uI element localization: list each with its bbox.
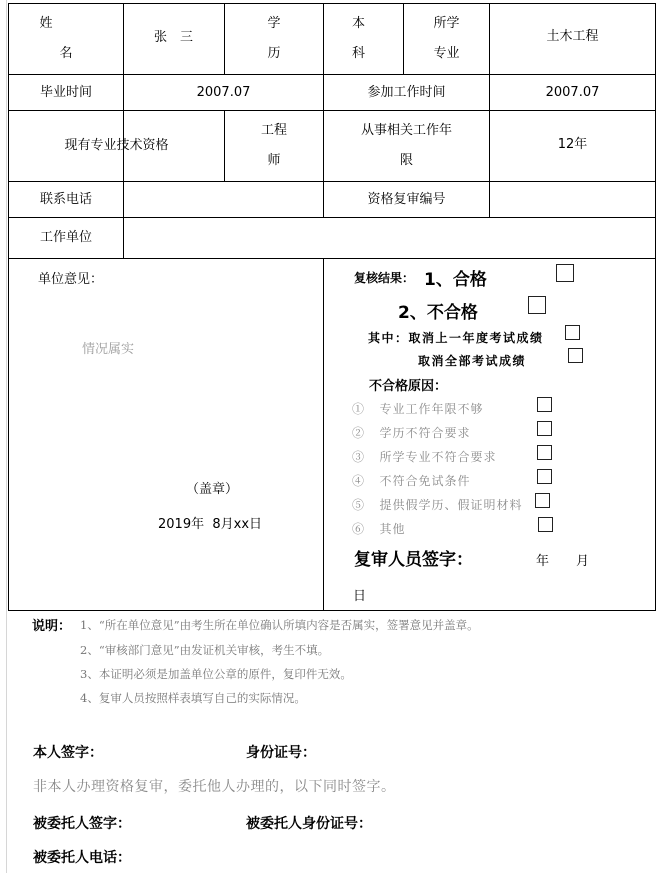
note-item-2: 2、“审核部门意见”由发证机关审核，考生不填。: [80, 643, 330, 657]
reason-text: 所学专业不符合要求: [379, 450, 497, 464]
reason-checkbox-4[interactable]: [537, 469, 552, 484]
work-start-value: 2007.07: [545, 84, 600, 100]
years-label-cell: [324, 111, 489, 181]
unit-opinion-label: 单位意见：: [38, 272, 104, 287]
reviewer-signature-label: 复审人员签字：: [354, 550, 473, 570]
years-label-1: 从事相关工作年: [360, 123, 452, 139]
reason-checkbox-3[interactable]: [537, 445, 552, 460]
table-border-right: [655, 3, 656, 611]
page-margin-line: [6, 0, 7, 873]
table-border-bottom: [8, 610, 656, 611]
name-value: 张 三: [153, 30, 193, 46]
cancel-last-year-checkbox[interactable]: [565, 325, 580, 340]
delegate-phone-label: 被委托人电话：: [33, 850, 131, 866]
reason-number: ⑤: [352, 498, 366, 512]
qualification-value-1: 工程: [260, 123, 287, 139]
reason-number: ⑥: [352, 522, 366, 536]
row-divider: [8, 258, 656, 259]
grad-label-cell: [9, 75, 123, 110]
self-signature-label: 本人签字：: [33, 745, 103, 761]
reason-text: 专业工作年限不够: [379, 402, 484, 416]
cancel-last-year-label: 其中：取消上一年度考试成绩: [368, 331, 544, 345]
reason-text: 不符合免试条件: [379, 474, 471, 488]
reason-item-3: [352, 448, 496, 465]
notes-label: 说明：: [32, 619, 72, 634]
pass-checkbox[interactable]: [556, 264, 574, 282]
employer-label-cell: [9, 218, 123, 258]
work-start-label-cell: [324, 75, 489, 110]
reason-item-1: [352, 400, 483, 417]
grad-value: 2007.07: [196, 84, 251, 100]
major-value-cell[interactable]: [490, 4, 655, 74]
fail-reasons-label: 不合格原因：: [369, 379, 448, 394]
name-value-cell[interactable]: [124, 4, 224, 74]
cancel-all-label: 取消全部考试成绩: [418, 354, 527, 368]
reason-text: 学历不符合要求: [379, 426, 471, 440]
unit-opinion-date: 2019年 8月xx日: [158, 517, 263, 532]
qualification-label-cell: [9, 111, 224, 181]
note-item-3: 3、本证明必须是加盖单位公章的原件，复印件无效。: [80, 667, 352, 681]
reason-number: ①: [352, 402, 366, 416]
education-value-2: 科: [351, 46, 365, 61]
reason-item-6: [352, 520, 405, 537]
col-divider: [323, 258, 324, 610]
education-label-cell: [225, 4, 323, 74]
major-label-1: 所学: [433, 16, 460, 32]
reason-checkbox-2[interactable]: [537, 421, 552, 436]
reason-checkbox-6[interactable]: [538, 517, 553, 532]
fail-checkbox[interactable]: [528, 296, 546, 314]
delegate-id-label: 被委托人身份证号：: [246, 816, 372, 832]
grad-value-cell[interactable]: [124, 75, 323, 110]
reason-item-2: [352, 424, 470, 441]
reason-item-4: [352, 472, 470, 489]
review-no-label-cell: [324, 182, 489, 217]
signature-month: 月: [576, 554, 590, 569]
name-label-cell: [9, 4, 123, 74]
qualification-value-2: 师: [267, 153, 281, 168]
reason-checkbox-1[interactable]: [537, 397, 552, 412]
review-result-label: 复核结果：: [354, 271, 415, 285]
phone-value-cell[interactable]: [124, 182, 323, 217]
reason-checkbox-5[interactable]: [535, 493, 550, 508]
note-item-1: 1、“所在单位意见”由考生所在单位确认所填内容是否属实，签署意见并盖章。: [80, 618, 479, 632]
grad-label: 毕业时间: [39, 84, 92, 100]
id-number-label: 身份证号：: [246, 745, 316, 761]
education-label-2: 历: [267, 46, 281, 61]
review-no-value-cell[interactable]: [490, 182, 655, 217]
reason-text: 提供假学历、假证明材料: [379, 498, 523, 512]
education-label-1: 学: [267, 16, 281, 32]
unit-opinion-text: 情况属实: [82, 342, 135, 357]
major-label-2: 专业: [433, 46, 460, 61]
education-value-cell[interactable]: [324, 4, 403, 74]
pass-option-label: 1、合格: [424, 270, 487, 290]
phone-label-cell: [9, 182, 123, 217]
name-label-1: 姓: [39, 16, 53, 32]
delegate-signature-label: 被委托人签字：: [33, 816, 131, 832]
signature-year: 年: [536, 554, 550, 569]
reason-item-5: [352, 496, 522, 513]
qualification-label: 现有专业技术资格: [64, 138, 169, 154]
note-item-4: 4、复审人员按照样表填写自己的实际情况。: [80, 691, 306, 705]
name-label-2: 名: [59, 46, 73, 61]
years-label-2: 限: [399, 153, 413, 168]
employer-label: 工作单位: [39, 230, 92, 246]
reason-number: ③: [352, 450, 366, 464]
employer-value-cell[interactable]: [124, 218, 655, 258]
delegate-note: 非本人办理资格复审，委托他人办理的，以下同时签字。: [33, 779, 396, 795]
reason-number: ②: [352, 426, 366, 440]
cancel-all-checkbox[interactable]: [568, 348, 583, 363]
qualification-value-cell[interactable]: [225, 111, 323, 181]
reason-number: ④: [352, 474, 366, 488]
work-start-label: 参加工作时间: [367, 84, 446, 100]
major-label-cell: [404, 4, 489, 74]
years-value-cell[interactable]: [490, 111, 655, 181]
reason-text: 其他: [379, 522, 406, 536]
signature-day: 日: [353, 589, 367, 604]
years-value: 12年: [557, 137, 588, 153]
fail-option-label: 2、不合格: [398, 303, 478, 323]
work-start-value-cell[interactable]: [490, 75, 655, 110]
review-no-label: 资格复审编号: [367, 191, 446, 207]
seal-label: （盖章）: [186, 482, 239, 497]
phone-label: 联系电话: [39, 191, 92, 207]
education-value-1: 本: [351, 16, 365, 32]
major-value: 土木工程: [546, 29, 599, 45]
